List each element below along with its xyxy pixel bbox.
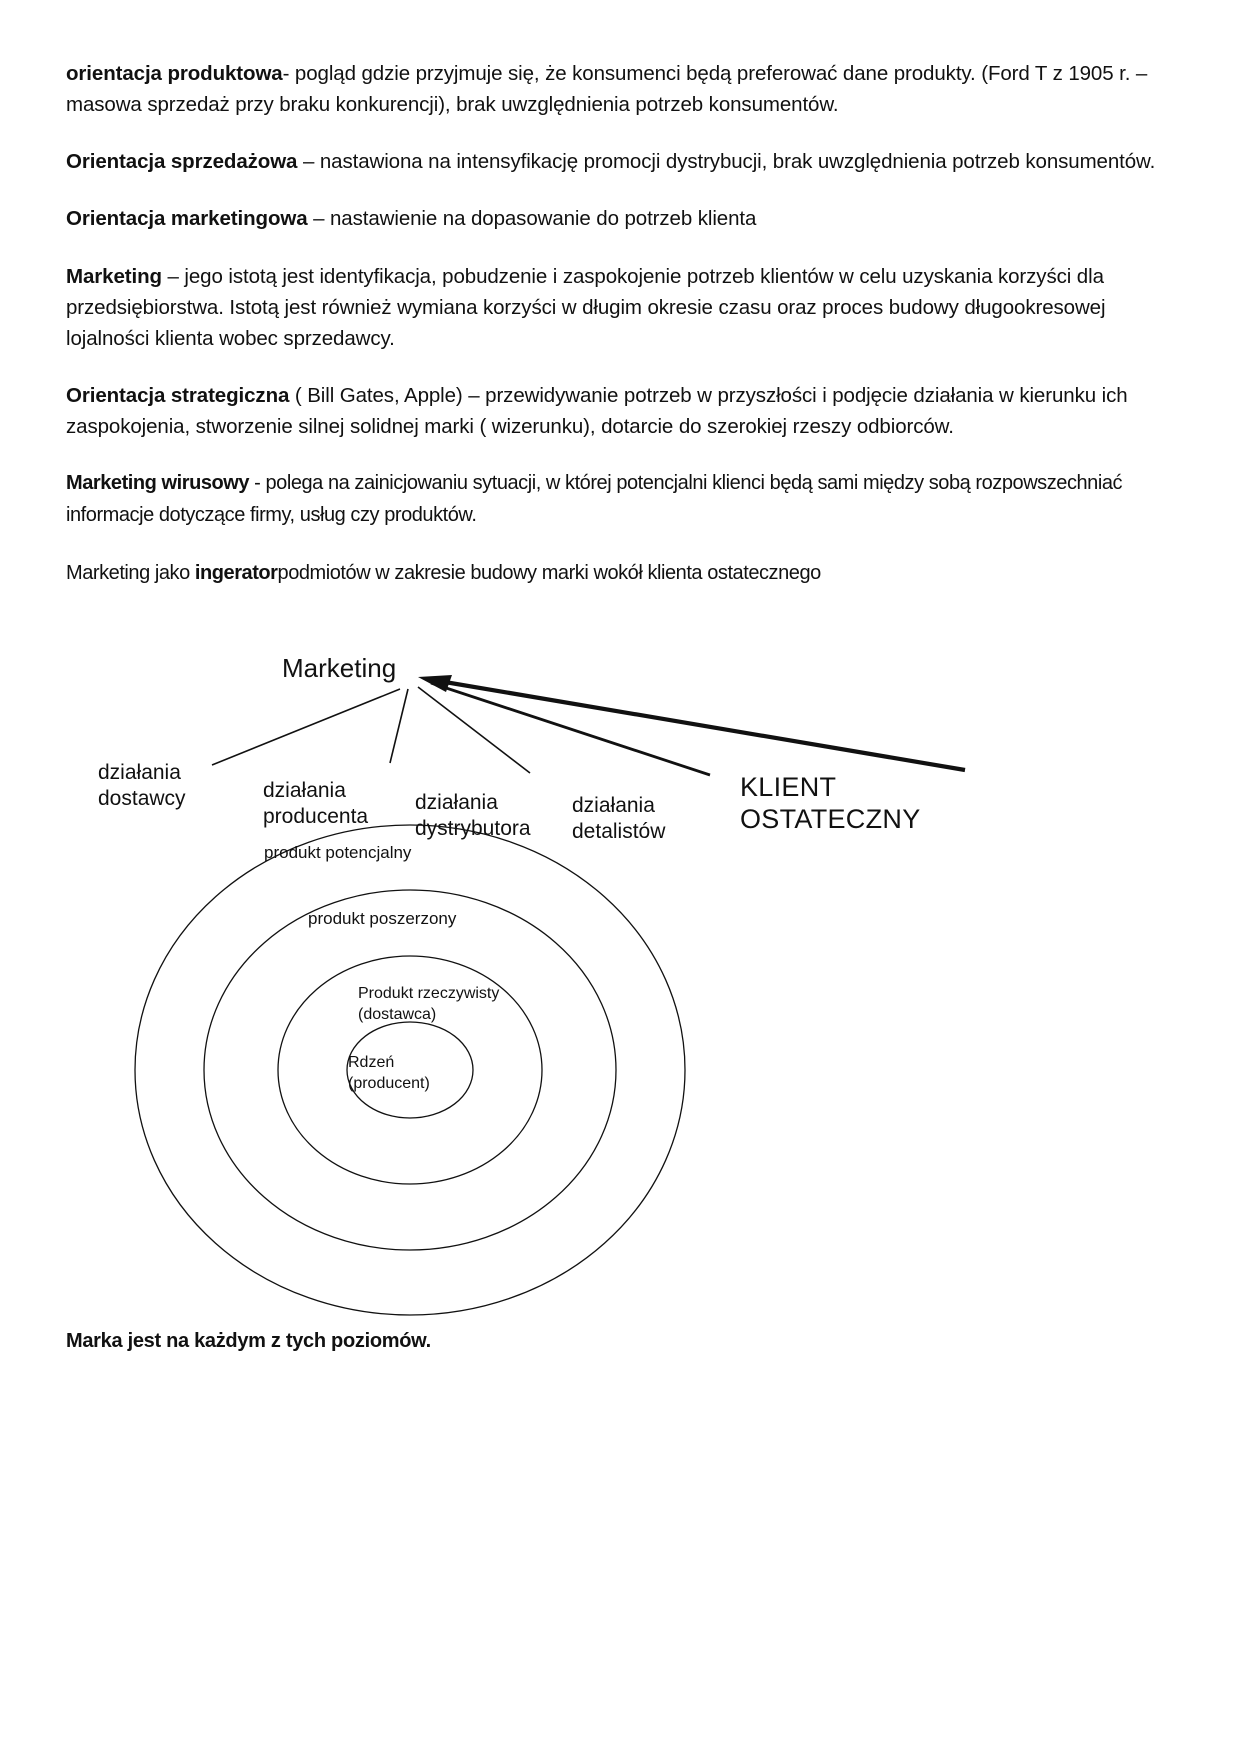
chain-node-dystrybutora-line1: działania: [415, 791, 498, 814]
paragraph-lead-marketing-wirusowy: Marketing wirusowy: [66, 472, 250, 495]
chain-line-dystrybutora: [418, 687, 530, 773]
chain-node-producenta-line1: działania: [263, 779, 346, 802]
paragraph-text-marketing-wirusowy: - polega na zainicjowaniu sytuacji, w której potencjalni klienci będą sami między sobą rozpowszechniać informacje dotyczące firmy, usług czy produktów.: [66, 472, 1123, 526]
chain-diagram: [60, 645, 1080, 843]
paragraph-text-orientacja-marketingowa: – nastawienie na dopasowanie do potrzeb klienta: [307, 207, 757, 231]
chain-title-marketing: Marketing: [282, 653, 397, 683]
chain-node-dostawcy-line2: dostawcy: [98, 786, 186, 810]
ring-label-rzeczywisty-line1: Produkt rzeczywisty: [358, 985, 500, 1002]
ring-label-rzeczywisty: [358, 984, 499, 1026]
chain-node-dystrybutora-line2: dystrybutora: [415, 816, 531, 840]
paragraph-marketing: [66, 261, 1176, 354]
ingerator-line: [66, 558, 1176, 590]
ingerator-before: Marketing jako: [66, 561, 195, 584]
paragraph-text-orientacja-produktowa: - pogląd gdzie przyjmuje się, że konsumenci będą preferować dane produkty. (Ford T z 1905 r. – masowa sprzedaż przy braku konkurencji), brak uwzględnienia potrzeb konsumentów.: [66, 62, 1148, 117]
paragraph-lead-orientacja-sprzedazowa: Orientacja sprzedażowa: [66, 150, 298, 174]
document-body: [66, 58, 1176, 611]
chain-node-producenta-line2: producenta: [263, 804, 369, 828]
paragraph-text-marketing: – jego istotą jest identyfikacja, pobudzenie i zaspokojenie potrzeb klientów w celu uzyskania korzyści dla przedsiębiorstwa. Istotą jest również wymiana korzyści w długim okresie czasu oraz proces budowy długookresowej lojalności klienta wobec sprzedawcy.: [66, 264, 1106, 350]
ring-label-potencjalny: produkt potencjalny: [264, 843, 412, 862]
chain-node-klient-line2: OSTATECZNY: [740, 804, 921, 835]
chain-diagram-lines: [60, 645, 1080, 835]
ring-label-poszerzony: produkt poszerzony: [308, 909, 457, 928]
ring-label-rzeczywisty-line2: (dostawca): [358, 1005, 437, 1023]
paragraph-orientacja-strategiczna: [66, 380, 1176, 442]
ring-label-rdzen: [348, 1053, 430, 1095]
footer-note: Marka jest na każdym z tych poziomów.: [66, 1330, 431, 1352]
chain-node-dostawcy: [98, 760, 186, 811]
paragraph-lead-orientacja-produktowa: orientacja produktowa: [66, 62, 283, 85]
chain-node-dostawcy-line1: działania: [98, 761, 181, 784]
product-levels-diagram: [120, 820, 820, 1320]
chain-line-dostawcy: [212, 689, 400, 765]
paragraph-orientacja-sprzedazowa: [66, 146, 1176, 177]
paragraph-text-orientacja-strategiczna: ( Bill Gates, Apple) – przewidywanie potrzeb w przyszłości i podjęcie działania w kierunku ich zaspokojenia, stworzenie silnej solidnej marki ( wizerunku), dotarcie do szerokiej rzeszy odbiorców.: [66, 384, 1128, 439]
paragraph-orientacja-marketingowa: [66, 203, 1176, 234]
paragraph-orientacja-produktowa: [66, 58, 1176, 120]
chain-node-detalistow-line1: działania: [572, 794, 655, 817]
paragraph-marketing-wirusowy: [66, 468, 1176, 531]
ring-label-rdzen-line1: Rdzeń: [348, 1054, 395, 1071]
chain-node-detalistow-line2: detalistów: [572, 819, 666, 843]
ingerator-after: podmiotów w zakresie budowy marki wokół klienta ostatecznego: [277, 561, 821, 584]
ring-label-rdzen-line2: (producent): [348, 1074, 430, 1092]
chain-node-klient-line1: KLIENT: [740, 772, 837, 802]
paragraph-lead-orientacja-marketingowa: Orientacja marketingowa: [66, 207, 308, 231]
chain-line-producenta: [390, 689, 408, 763]
ingerator-bold: ingerator: [194, 561, 278, 584]
chain-line-klient: [433, 680, 965, 770]
product-levels-circles: [120, 820, 820, 1320]
paragraph-text-orientacja-sprzedazowa: – nastawiona na intensyfikację promocji dystrybucji, brak uwzględnienia potrzeb konsumentów.: [297, 150, 1156, 174]
paragraph-lead-marketing: Marketing: [66, 264, 162, 288]
chain-arrowhead-icon: [418, 675, 452, 692]
paragraph-lead-orientacja-strategiczna: Orientacja strategiczna: [66, 384, 290, 408]
